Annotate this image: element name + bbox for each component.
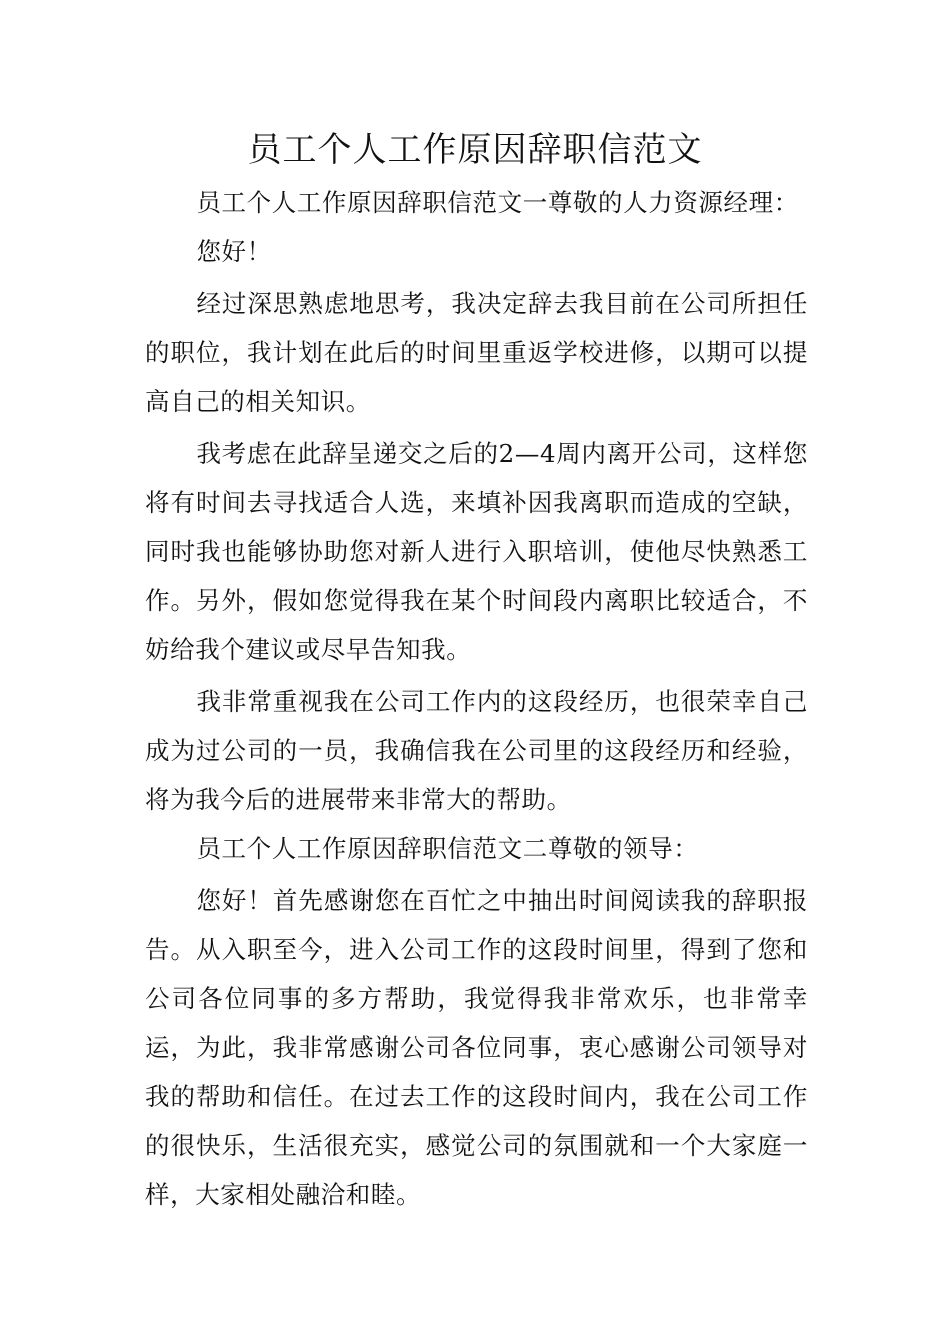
paragraph-salutation-1: 您好！ xyxy=(196,237,272,266)
document-title: 员工个人工作原因辞职信范文 xyxy=(247,130,703,170)
paragraph-body-2: 我考虑在此辞呈递交之后的2—4周内离开公司，这样您将有时间去寻找适合人选，来填补因我离职而造成的空缺，同时我也能够协助您对新人进行入职培训，使他尽快熟悉工作。另外，假如您觉得我在某个时间段内离职比较适合，不妨给我个建议或尽早告知我。 xyxy=(145,439,808,664)
document-body xyxy=(145,178,808,1219)
paragraph-body-3: 我非常重视我在公司工作内的这段经历，也很荣幸自己成为过公司的一员，我确信我在公司里的这段经历和经验，将为我今后的进展带来非常大的帮助。 xyxy=(145,687,808,814)
paragraph-body-4: 您好！首先感谢您在百忙之中抽出时间阅读我的辞职报告。从入职至今，进入公司工作的这段时间里，得到了您和公司各位同事的多方帮助，我觉得我非常欢乐，也非常幸运，为此，我非常感谢公司各位同事，衷心感谢公司领导对我的帮助和信任。在过去工作的这段时间内，我在公司工作的很快乐，生活很充实，感觉公司的氛围就和一个大家庭一样，大家相处融洽和睦。 xyxy=(145,886,808,1209)
paragraph-greeting-heading-2: 员工个人工作原因辞职信范文二尊敬的领导： xyxy=(196,834,699,863)
paragraph-greeting-heading-1: 员工个人工作原因辞职信范文一尊敬的人力资源经理： xyxy=(196,188,799,217)
paragraph-body-1: 经过深思熟虑地思考，我决定辞去我目前在公司所担任的职位，我计划在此后的时间里重返学校进修，以期可以提高自己的相关知识。 xyxy=(145,289,808,416)
